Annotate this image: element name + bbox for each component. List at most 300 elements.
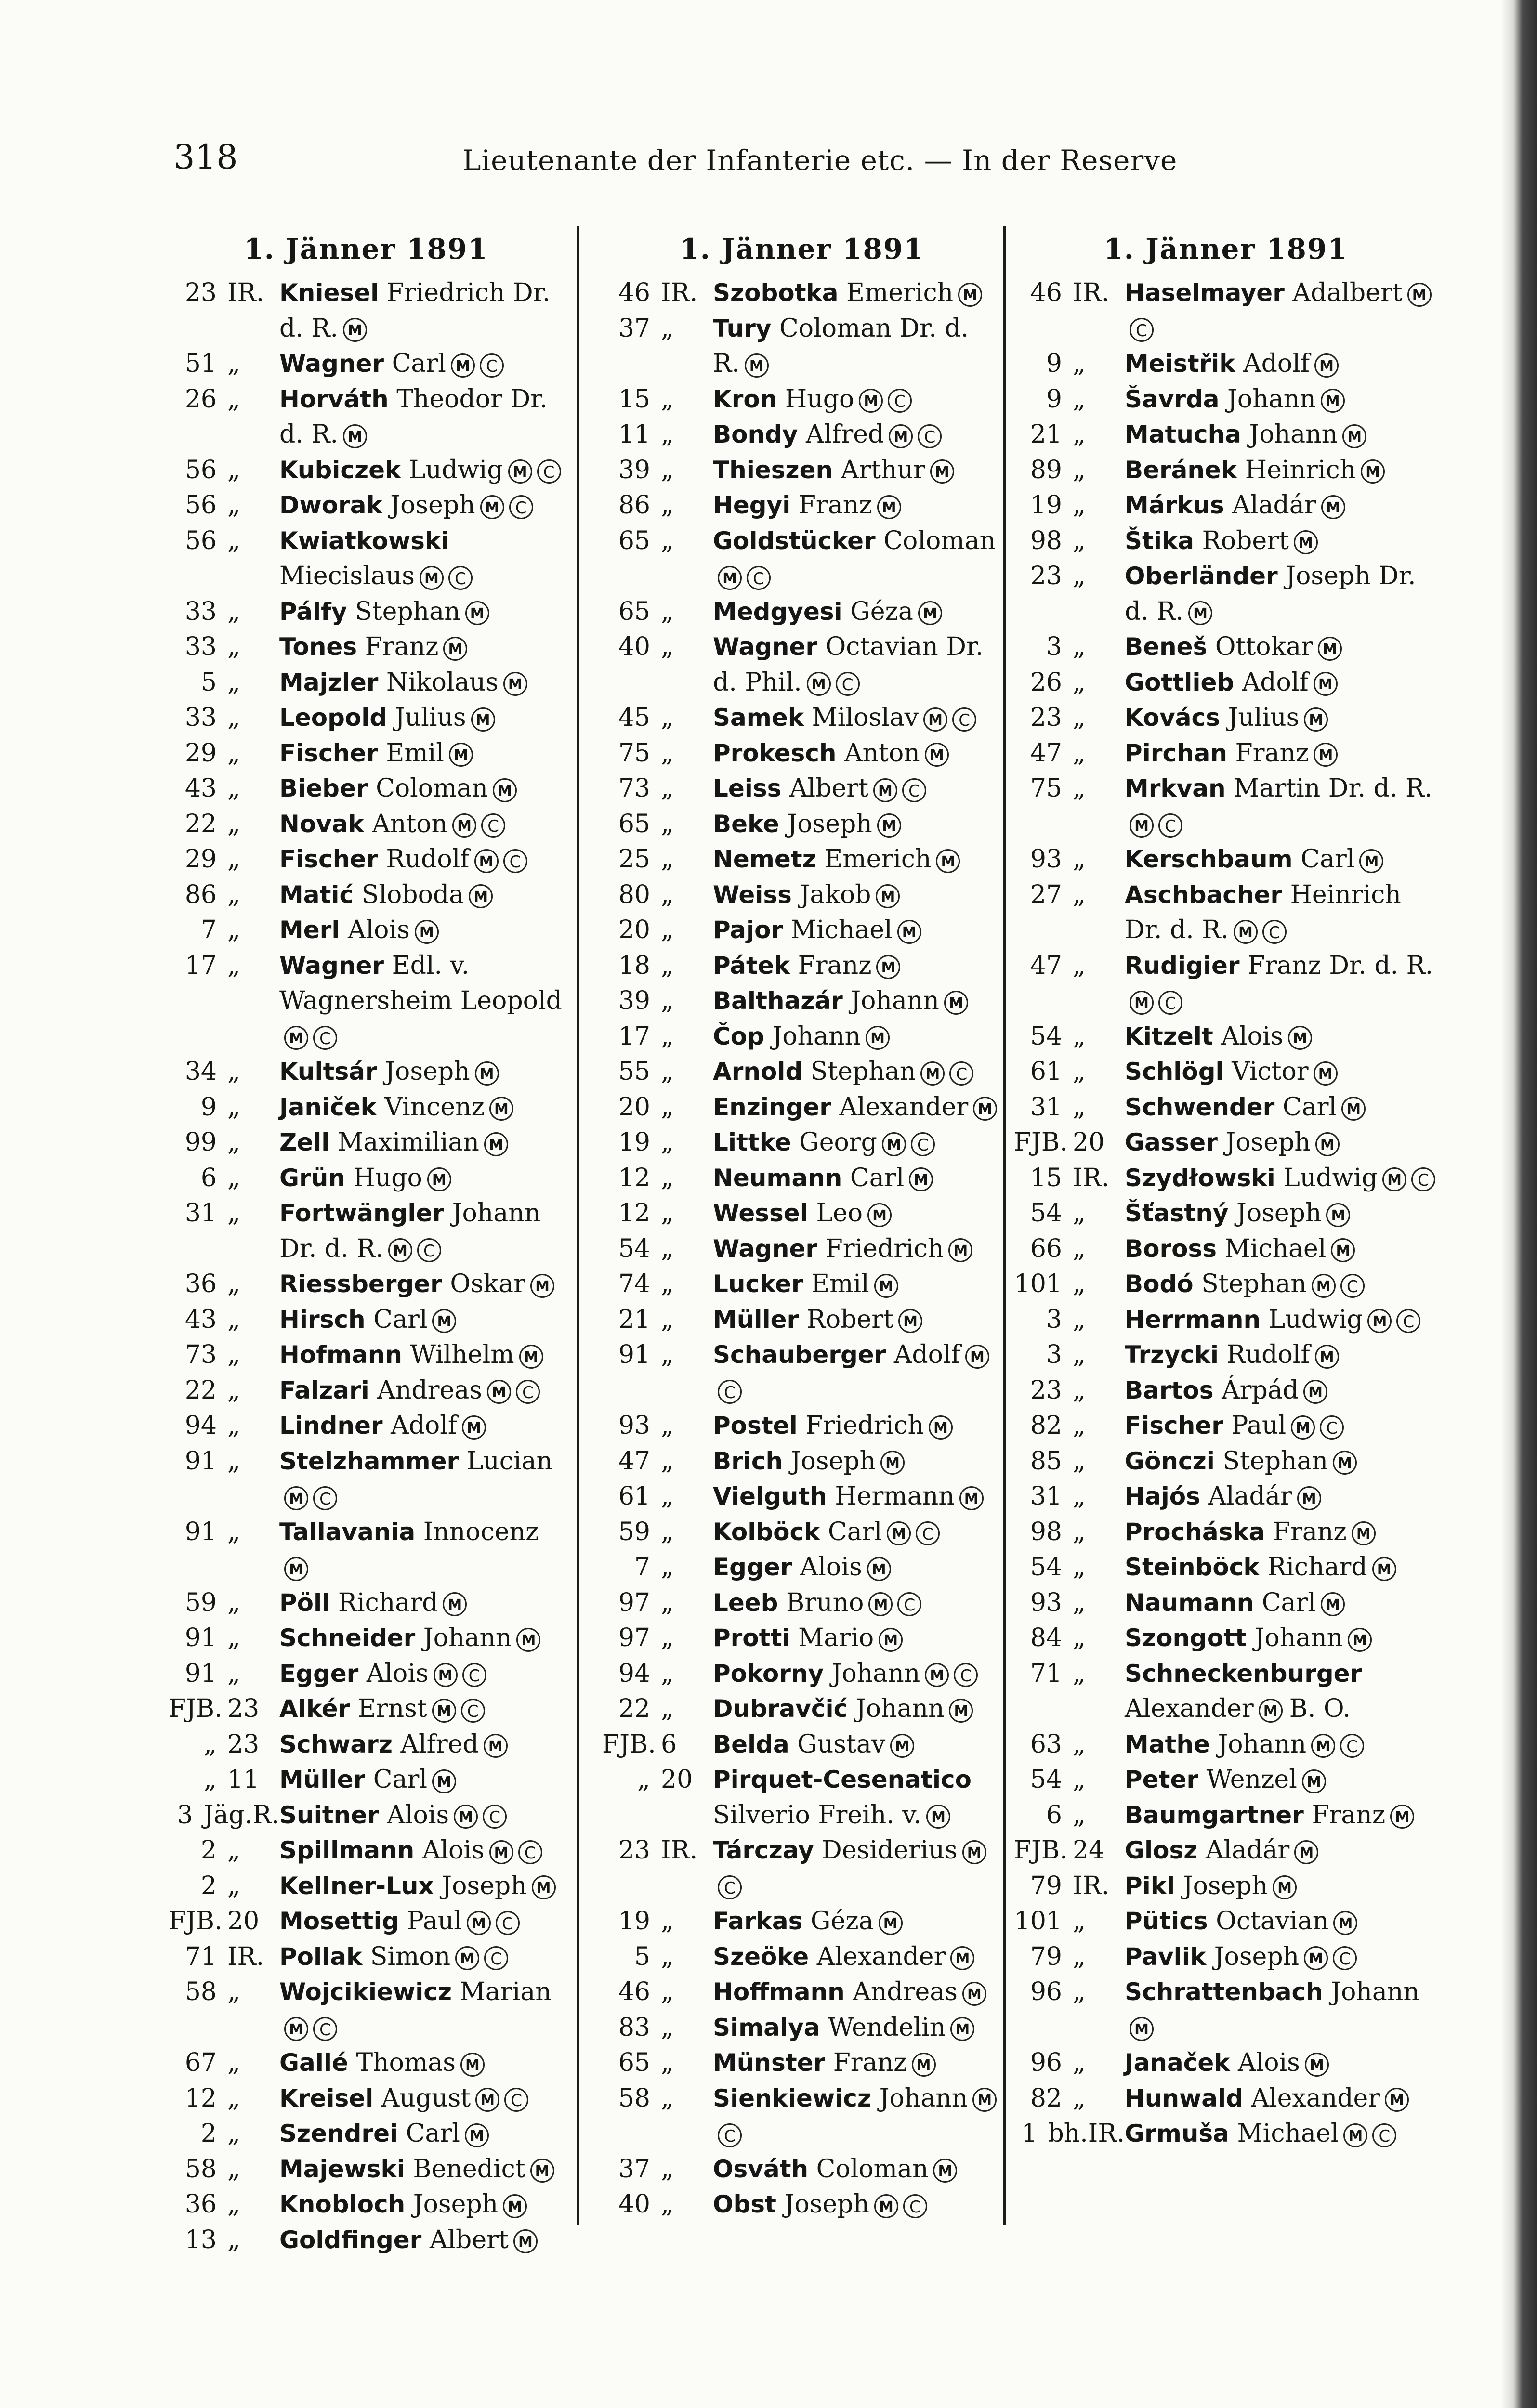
column-2 (602, 232, 1002, 2223)
list-item (602, 417, 1002, 453)
regiment-type: „ (227, 526, 240, 555)
circled-m-icon: M (1314, 743, 1338, 767)
given-name: Ludwig (408, 455, 503, 484)
given-name: Joseph (413, 2190, 499, 2219)
regiment-type: „ (661, 1163, 674, 1192)
circled-m-icon: M (948, 1238, 972, 1262)
regiment-number: 13 (184, 2225, 217, 2254)
officer-name (279, 2187, 564, 2223)
regiment-ref (602, 453, 713, 488)
list-item (1014, 2081, 1438, 2117)
regiment-type: „ (1073, 667, 1086, 697)
regiment-ref (1014, 1550, 1125, 1585)
circled-m-icon: M (532, 1875, 556, 1899)
regiment-type: IR. (227, 278, 264, 307)
circled-m-icon: M (284, 2017, 308, 2041)
officer-name (1125, 665, 1438, 701)
regiment-ref (169, 1869, 279, 1904)
circled-m-icon: M (866, 1026, 890, 1050)
surname: Schrattenbach (1125, 1978, 1323, 2006)
circled-m-icon: M (807, 672, 831, 696)
officer-name (713, 1302, 1002, 1338)
surname: Pütics (1125, 1907, 1208, 1935)
given-name: Géza (850, 597, 913, 626)
given-name: Bruno (786, 1588, 864, 1617)
officer-name (713, 1515, 1002, 1550)
regiment-number: 79 (1030, 1942, 1062, 1971)
list-item (602, 1833, 1002, 1904)
given-name: Carl (392, 349, 446, 378)
circled-m-icon: M (443, 1592, 467, 1616)
given-name: Wenzel (1206, 1765, 1297, 1794)
entry-list (602, 275, 1002, 2223)
regiment-number: 29 (184, 738, 217, 768)
circled-m-icon: M (1302, 1769, 1326, 1793)
regiment-type: „ (227, 455, 240, 484)
circled-m-icon: M (471, 707, 495, 732)
officer-name (713, 1196, 1002, 1231)
regiment-number: 98 (1030, 526, 1062, 555)
given-name: Sloboda (361, 880, 464, 909)
page-number: 318 (173, 137, 238, 177)
list-item (169, 1373, 564, 1409)
regiment-number: 101 (1014, 1907, 1062, 1936)
regiment-number: 17 (184, 951, 217, 980)
surname: Obst (713, 2190, 776, 2218)
regiment-ref (169, 275, 279, 311)
officer-name (713, 417, 1002, 453)
officer-name (279, 736, 564, 772)
circled-c-icon: C (836, 672, 860, 696)
surname: Wagner (713, 1234, 818, 1263)
regiment-number: 75 (618, 738, 650, 768)
regiment-ref (1014, 488, 1125, 523)
regiment-ref (1014, 1302, 1125, 1338)
surname: Glosz (1125, 1836, 1198, 1864)
circled-m-icon: M (455, 1946, 479, 1970)
regiment-type: „ (661, 1907, 674, 1936)
regiment-type: „ (1073, 1765, 1086, 1794)
list-item (1014, 1444, 1438, 1479)
given-name: Franz (798, 491, 872, 520)
regiment-type: „ (661, 703, 674, 732)
officer-name (279, 877, 564, 913)
regiment-number: 31 (1030, 1092, 1062, 1122)
given-name: Miecislaus (279, 562, 415, 590)
given-name: Franz (798, 951, 872, 980)
given-name: Géza (810, 1907, 874, 1936)
surname: Egger (713, 1553, 792, 1581)
regiment-type: „ (227, 1446, 240, 1476)
officer-name (713, 983, 1002, 1019)
officer-name (279, 1904, 564, 1939)
list-item (169, 913, 564, 948)
regiment-ref (1014, 346, 1125, 382)
given-name: Albert (429, 2225, 509, 2254)
officer-name (1125, 1798, 1438, 1833)
surname: Szydłowski (1125, 1164, 1275, 1192)
officer-name (279, 1621, 564, 1656)
surname: Riessberger (279, 1270, 442, 1298)
list-item (602, 2152, 1002, 2187)
regiment-ref (602, 1939, 713, 1975)
circled-m-icon: M (879, 1911, 903, 1935)
surname: Hoffmann (713, 1978, 845, 2006)
given-name: Gustav (797, 1729, 886, 1759)
list-item (602, 2187, 1002, 2223)
surname: Weiss (713, 880, 792, 909)
regiment-type: „ (1073, 1729, 1086, 1759)
surname: Schneckenburger (1125, 1659, 1362, 1688)
circled-c-icon: C (718, 1875, 742, 1899)
regiment-number: 83 (618, 2013, 650, 2042)
regiment-type: „ (1073, 1411, 1086, 1440)
circled-m-icon: M (1297, 1486, 1321, 1510)
given-name: Paul (407, 1907, 462, 1936)
circled-c-icon: C (518, 1840, 542, 1864)
regiment-type: „ (227, 774, 240, 803)
circled-c-icon: C (1158, 991, 1182, 1015)
surname: Steinböck (1125, 1553, 1260, 1581)
surname: Gottlieb (1125, 668, 1235, 696)
given-name: Wilhelm (410, 1340, 514, 1369)
regiment-type: 23 (227, 1729, 260, 1759)
regiment-number: 96 (1030, 2048, 1062, 2077)
regiment-ref (602, 1727, 713, 1763)
regiment-number: 37 (618, 2154, 650, 2184)
circled-m-icon: M (897, 920, 921, 944)
surname: Alkér (279, 1695, 350, 1723)
regiment-number: 27 (1030, 880, 1062, 909)
regiment-ref (169, 1515, 279, 1550)
regiment-ref (602, 1337, 713, 1373)
circled-m-icon: M (1385, 2088, 1409, 2112)
circled-m-icon: M (949, 1699, 973, 1723)
list-item (169, 1125, 564, 1161)
regiment-type: bh.IR. (1048, 2119, 1125, 2148)
officer-name (713, 1161, 1002, 1196)
regiment-ref (169, 1798, 279, 1833)
given-name: Carl (1301, 845, 1355, 874)
surname: Janaček (1125, 2049, 1230, 2077)
list-item (602, 1762, 1002, 1833)
officer-name (279, 1727, 564, 1763)
regiment-type: „ (661, 1553, 674, 1582)
given-name: Alexander (816, 1942, 946, 1971)
circled-c-icon: C (1396, 1309, 1420, 1333)
given-name: Julius (394, 703, 466, 732)
given-name: Ernst (357, 1694, 427, 1723)
regiment-number: 5 (200, 667, 217, 697)
regiment-number: 22 (184, 809, 217, 838)
given-name: Joseph (787, 809, 872, 838)
officer-name (713, 1975, 1002, 2010)
officer-name (279, 594, 564, 630)
list-item (169, 1656, 564, 1692)
officer-name (713, 2152, 1002, 2187)
list-item (602, 1691, 1002, 1727)
regiment-number: 29 (184, 845, 217, 874)
regiment-number: 31 (1030, 1482, 1062, 1511)
circled-m-icon: M (1305, 2053, 1329, 2077)
officer-name (279, 1337, 564, 1373)
list-item (169, 1975, 564, 2045)
given-name: Carl (1261, 1588, 1316, 1617)
list-item (602, 877, 1002, 913)
given-name: Carl (1282, 1092, 1337, 1122)
circled-m-icon: M (972, 2088, 997, 2112)
surname: Novak (279, 810, 364, 838)
list-item (602, 1231, 1002, 1267)
given-name: Edl. v. Wagnersheim Leopold (279, 951, 562, 1015)
circled-m-icon: M (933, 2159, 957, 2183)
surname: Šťastný (1125, 1199, 1229, 1227)
list-item (1014, 665, 1438, 701)
officer-name (1125, 1090, 1438, 1125)
officer-name (713, 1019, 1002, 1055)
officer-name (1125, 1302, 1438, 1338)
given-name: Richard (338, 1588, 438, 1617)
surname: Schwarz (279, 1730, 393, 1758)
surname: Nemetz (713, 845, 816, 873)
regiment-type: „ (661, 384, 674, 414)
given-name: Anton (844, 738, 920, 768)
officer-name (713, 1691, 1002, 1727)
regiment-type: „ (1073, 1517, 1086, 1546)
list-item (169, 1408, 564, 1444)
regiment-ref (1014, 417, 1125, 453)
circled-m-icon: M (965, 1345, 989, 1369)
circled-m-icon: M (890, 1734, 914, 1758)
given-name: Joseph Dr. d. R. (1125, 562, 1416, 626)
circled-m-icon: M (1361, 459, 1385, 484)
regiment-number: 54 (1030, 1199, 1062, 1228)
list-item (1014, 1869, 1438, 1904)
officer-name (279, 1585, 564, 1621)
regiment-number: 7 (634, 1553, 650, 1582)
list-item (1014, 1585, 1438, 1621)
surname: Štika (1125, 526, 1195, 555)
regiment-type: „ (661, 420, 674, 449)
regiment-number: FJB. (169, 1907, 223, 1936)
officer-name (1125, 523, 1438, 559)
given-name: Alois (1238, 2048, 1300, 2077)
list-item (169, 488, 564, 523)
regiment-type: „ (661, 916, 674, 944)
regiment-ref (169, 453, 279, 488)
given-name: Coloman (816, 2154, 929, 2184)
list-item (602, 523, 1002, 594)
list-item (1014, 1267, 1438, 1302)
regiment-number: 36 (184, 2190, 217, 2219)
regiment-type: „ (1073, 1942, 1086, 1971)
regiment-ref (169, 1975, 279, 2010)
circled-m-icon: M (1333, 1451, 1357, 1475)
regiment-type: „ (227, 1163, 240, 1192)
officer-name (1125, 1727, 1438, 1763)
regiment-number: 91 (184, 1623, 217, 1652)
circled-c-icon: C (1158, 813, 1182, 838)
given-name: Nikolaus (386, 667, 499, 697)
list-item (169, 275, 564, 346)
given-name: Ludwig (1283, 1163, 1378, 1192)
regiment-ref (169, 1585, 279, 1621)
list-item (169, 948, 564, 1055)
officer-name (713, 1904, 1002, 1939)
list-item (169, 1869, 564, 1904)
circled-m-icon: M (284, 1557, 308, 1581)
regiment-type: „ (227, 703, 240, 732)
surname: Spillmann (279, 1836, 415, 1864)
regiment-number: 61 (618, 1482, 650, 1511)
circled-m-icon: M (877, 495, 901, 519)
surname: Schneider (279, 1624, 416, 1652)
regiment-ref (602, 1904, 713, 1939)
regiment-type: „ (1073, 2083, 1086, 2113)
regiment-ref (1014, 1019, 1125, 1055)
given-name: Mario (798, 1623, 874, 1652)
given-name: Arthur (841, 455, 925, 484)
given-name: Adalbert (1292, 278, 1403, 307)
regiment-ref (602, 1691, 713, 1727)
regiment-number: 93 (1030, 1588, 1062, 1617)
list-item (169, 1161, 564, 1196)
regiment-number: 54 (1030, 1021, 1062, 1051)
officer-name (1125, 346, 1438, 382)
surname: Kubiczek (279, 456, 401, 484)
given-name: Coloman (883, 526, 996, 555)
regiment-number: 43 (184, 1305, 217, 1334)
given-name: Alois (800, 1553, 862, 1582)
given-name: Alexander (1125, 1694, 1254, 1723)
surname: Kolböck (713, 1518, 820, 1546)
regiment-ref (169, 1302, 279, 1338)
regiment-ref (1014, 2045, 1125, 2081)
list-item (169, 2116, 564, 2152)
surname: Pikl (1125, 1871, 1175, 1900)
list-item (169, 1054, 564, 1090)
regiment-number: 15 (618, 384, 650, 414)
regiment-ref (602, 488, 713, 523)
list-item (602, 1444, 1002, 1479)
list-item (602, 594, 1002, 630)
regiment-type: IR. (227, 1942, 264, 1971)
regiment-ref (1014, 1621, 1125, 1656)
given-name: Aladár (1205, 1836, 1290, 1865)
officer-name (279, 1798, 564, 1833)
regiment-ref (602, 1019, 713, 1055)
officer-name (1125, 1904, 1438, 1939)
regiment-type: „ (227, 491, 240, 520)
regiment-type: „ (1073, 562, 1086, 590)
regiment-type: „ (1073, 774, 1086, 803)
circled-m-icon: M (936, 849, 960, 873)
officer-name (279, 913, 564, 948)
list-item (169, 2223, 564, 2258)
regiment-number: 33 (184, 703, 217, 732)
circled-m-icon: M (449, 743, 473, 767)
circled-c-icon: C (461, 1699, 485, 1723)
circled-m-icon: M (1234, 920, 1258, 944)
regiment-ref (602, 523, 713, 559)
list-item (169, 877, 564, 913)
circled-m-icon: M (475, 2088, 499, 2112)
regiment-number: 94 (618, 1659, 650, 1688)
surname: Hofmann (279, 1341, 402, 1369)
regiment-number: 3 (1046, 632, 1062, 661)
circled-m-icon: M (516, 1628, 540, 1652)
circled-c-icon: C (954, 1663, 978, 1687)
regiment-number: 6 (1046, 1800, 1062, 1830)
regiment-type: IR. (1073, 1871, 1110, 1900)
regiment-ref (169, 1337, 279, 1373)
regiment-ref (1014, 1904, 1125, 1939)
regiment-type: „ (1073, 1659, 1086, 1688)
given-name: Oskar (450, 1269, 526, 1298)
list-item (602, 913, 1002, 948)
officer-name (713, 382, 1002, 418)
regiment-ref (169, 523, 279, 559)
surname: Pavlik (1125, 1942, 1207, 1971)
regiment-number: 47 (1030, 738, 1062, 768)
list-item (169, 2152, 564, 2187)
regiment-number: 93 (1030, 845, 1062, 874)
regiment-type: IR. (661, 1836, 698, 1865)
list-item (602, 1621, 1002, 1656)
regiment-number: 40 (618, 632, 650, 661)
circled-c-icon: C (903, 2194, 927, 2218)
circled-m-icon: M (859, 389, 883, 413)
list-item (602, 700, 1002, 736)
surname: Szongott (1125, 1624, 1247, 1652)
regiment-type: „ (661, 986, 674, 1015)
surname: Schwender (1125, 1093, 1275, 1121)
circled-c-icon: C (916, 1521, 940, 1545)
surname: Goldfinger (279, 2225, 422, 2254)
given-name: Martin Dr. d. R. (1234, 774, 1432, 803)
regiment-number: 54 (1030, 1765, 1062, 1794)
officer-name (713, 877, 1002, 913)
surname: Hajós (1125, 1482, 1200, 1510)
circled-m-icon: M (929, 1415, 953, 1440)
given-name: Heinrich (1245, 455, 1356, 484)
regiment-number: 74 (618, 1269, 650, 1298)
list-item (169, 1904, 564, 1939)
officer-name (1125, 629, 1438, 665)
circled-m-icon: M (503, 2194, 527, 2218)
given-name: Joseph (784, 2190, 869, 2219)
regiment-ref (602, 1231, 713, 1267)
given-name: Michael (1224, 1234, 1327, 1263)
regiment-number: 2 (200, 1871, 217, 1900)
list-item (1014, 2045, 1438, 2081)
regiment-number: 91 (618, 1340, 650, 1369)
officer-name (279, 807, 564, 842)
surname: Merl (279, 916, 340, 944)
officer-name (713, 1585, 1002, 1621)
officer-name (713, 1621, 1002, 1656)
circled-m-icon: M (1314, 672, 1338, 696)
officer-name (1125, 2116, 1438, 2152)
regiment-ref (1014, 842, 1125, 877)
circled-m-icon: M (454, 1805, 478, 1829)
regiment-type: 24 (1073, 1836, 1105, 1865)
circled-m-icon: M (434, 1663, 458, 1687)
regiment-ref (1014, 1196, 1125, 1231)
officer-name (279, 1161, 564, 1196)
list-item (1014, 1904, 1438, 1939)
circled-c-icon: C (1372, 2123, 1396, 2147)
